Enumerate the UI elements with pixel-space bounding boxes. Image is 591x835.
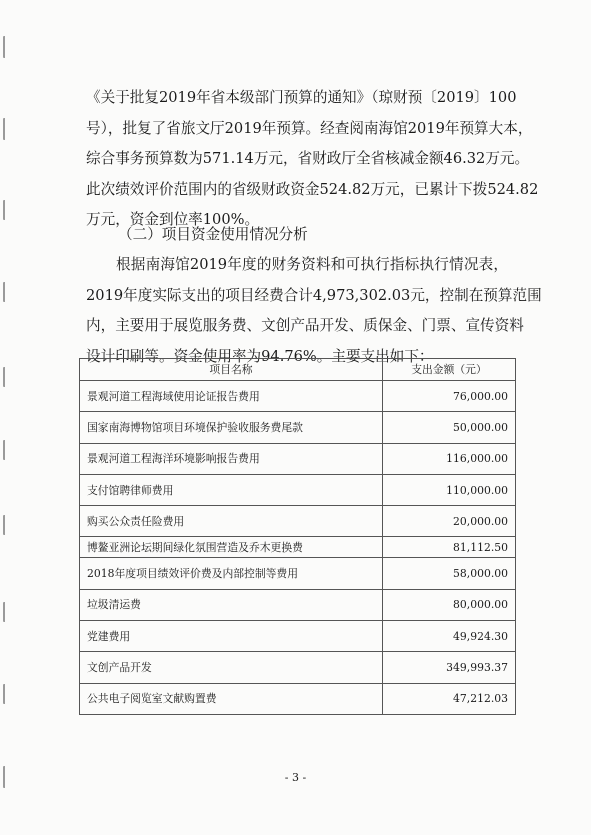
item-amount: 50,000.00: [383, 412, 516, 443]
item-name: 党建费用: [80, 621, 383, 652]
item-name: 国家南海博物馆项目环境保护验收服务费尾款: [80, 412, 383, 443]
item-amount: 47,212.03: [383, 683, 516, 714]
paragraph-line: 号），批复了省旅文厅2019年预算。经查阅南海馆2019年预算大本，: [86, 119, 533, 137]
binding-mark: [3, 367, 10, 387]
item-name: 文创产品开发: [80, 652, 383, 683]
table-row: [80, 537, 516, 558]
binding-mark: [3, 200, 10, 220]
table-row: [80, 621, 516, 652]
table-row: [80, 589, 516, 620]
paragraph-line: 综合事务预算数为571.14万元，省财政厅全省核减金额46.32万元。: [86, 150, 530, 167]
item-name: 景观河道工程海洋环境影响报告费用: [80, 443, 383, 474]
binding-mark: [3, 515, 10, 535]
item-amount: 110,000.00: [383, 474, 516, 505]
binding-mark: [3, 118, 10, 140]
binding-mark: [3, 282, 10, 302]
item-amount: 81,112.50: [383, 537, 516, 558]
item-name: 博鳌亚洲论坛期间绿化氛围营造及乔木更换费: [80, 537, 383, 558]
table-row: [80, 683, 516, 714]
binding-mark: [3, 684, 10, 704]
item-amount: 116,000.00: [383, 443, 516, 474]
table-row: [80, 558, 516, 589]
item-amount: 349,993.37: [383, 652, 516, 683]
expenditure-table: [79, 358, 516, 715]
paragraph-line: 根据南海馆2019年度的财务资料和可执行指标执行情况表，: [116, 256, 508, 273]
paragraph-fund-usage: [86, 250, 542, 372]
item-amount: 49,924.30: [383, 621, 516, 652]
table-row: [80, 506, 516, 537]
column-header-item: 项目名称: [80, 359, 383, 381]
binding-mark: [3, 602, 10, 622]
item-name: 景观河道工程海域使用论证报告费用: [80, 381, 383, 412]
paragraph-line: 2019年度实际支出的项目经费合计4,973,302.03元，控制在预算范围: [86, 286, 542, 304]
paragraph-line: 《关于批复2019年省本级部门预算的通知》（琼财预〔2019〕100: [86, 89, 517, 106]
table-row: [80, 412, 516, 443]
item-name: 垃圾清运费: [80, 589, 383, 620]
item-name: 2018年度项目绩效评价费及内部控制等费用: [80, 558, 383, 589]
paragraph-line: 内，主要用于展览服务费、文创产品开发、质保金、门票、宣传资料: [86, 317, 524, 334]
item-amount: 20,000.00: [383, 506, 516, 537]
paragraph-line: 万元，资金到位率100%。: [86, 211, 260, 228]
item-name: 支付馆聘律师费用: [80, 474, 383, 505]
binding-mark: [3, 36, 10, 58]
table-row: [80, 652, 516, 683]
table-row: [80, 443, 516, 474]
item-amount: 58,000.00: [383, 558, 516, 589]
paragraph-line: 此次绩效评价范围内的省级财政资金524.82万元，已累计下拨524.82: [86, 180, 539, 198]
paragraph-budget-approval: [86, 83, 539, 236]
binding-mark: [3, 440, 10, 460]
item-name: 购买公众责任险费用: [80, 506, 383, 537]
item-amount: 80,000.00: [383, 589, 516, 620]
item-amount: 76,000.00: [383, 381, 516, 412]
table-row: [80, 381, 516, 412]
table-row: [80, 474, 516, 505]
column-header-amount: 支出金额（元）: [383, 359, 516, 381]
paragraph-line: 设计印刷等。资金使用率为94.76%。主要支出如下：: [86, 347, 434, 365]
item-name: 公共电子阅览室文献购置费: [80, 683, 383, 714]
section-heading: （二）项目资金使用情况分析: [118, 226, 308, 243]
table-header-row: [80, 359, 516, 381]
page-number: - 3 -: [284, 771, 307, 784]
